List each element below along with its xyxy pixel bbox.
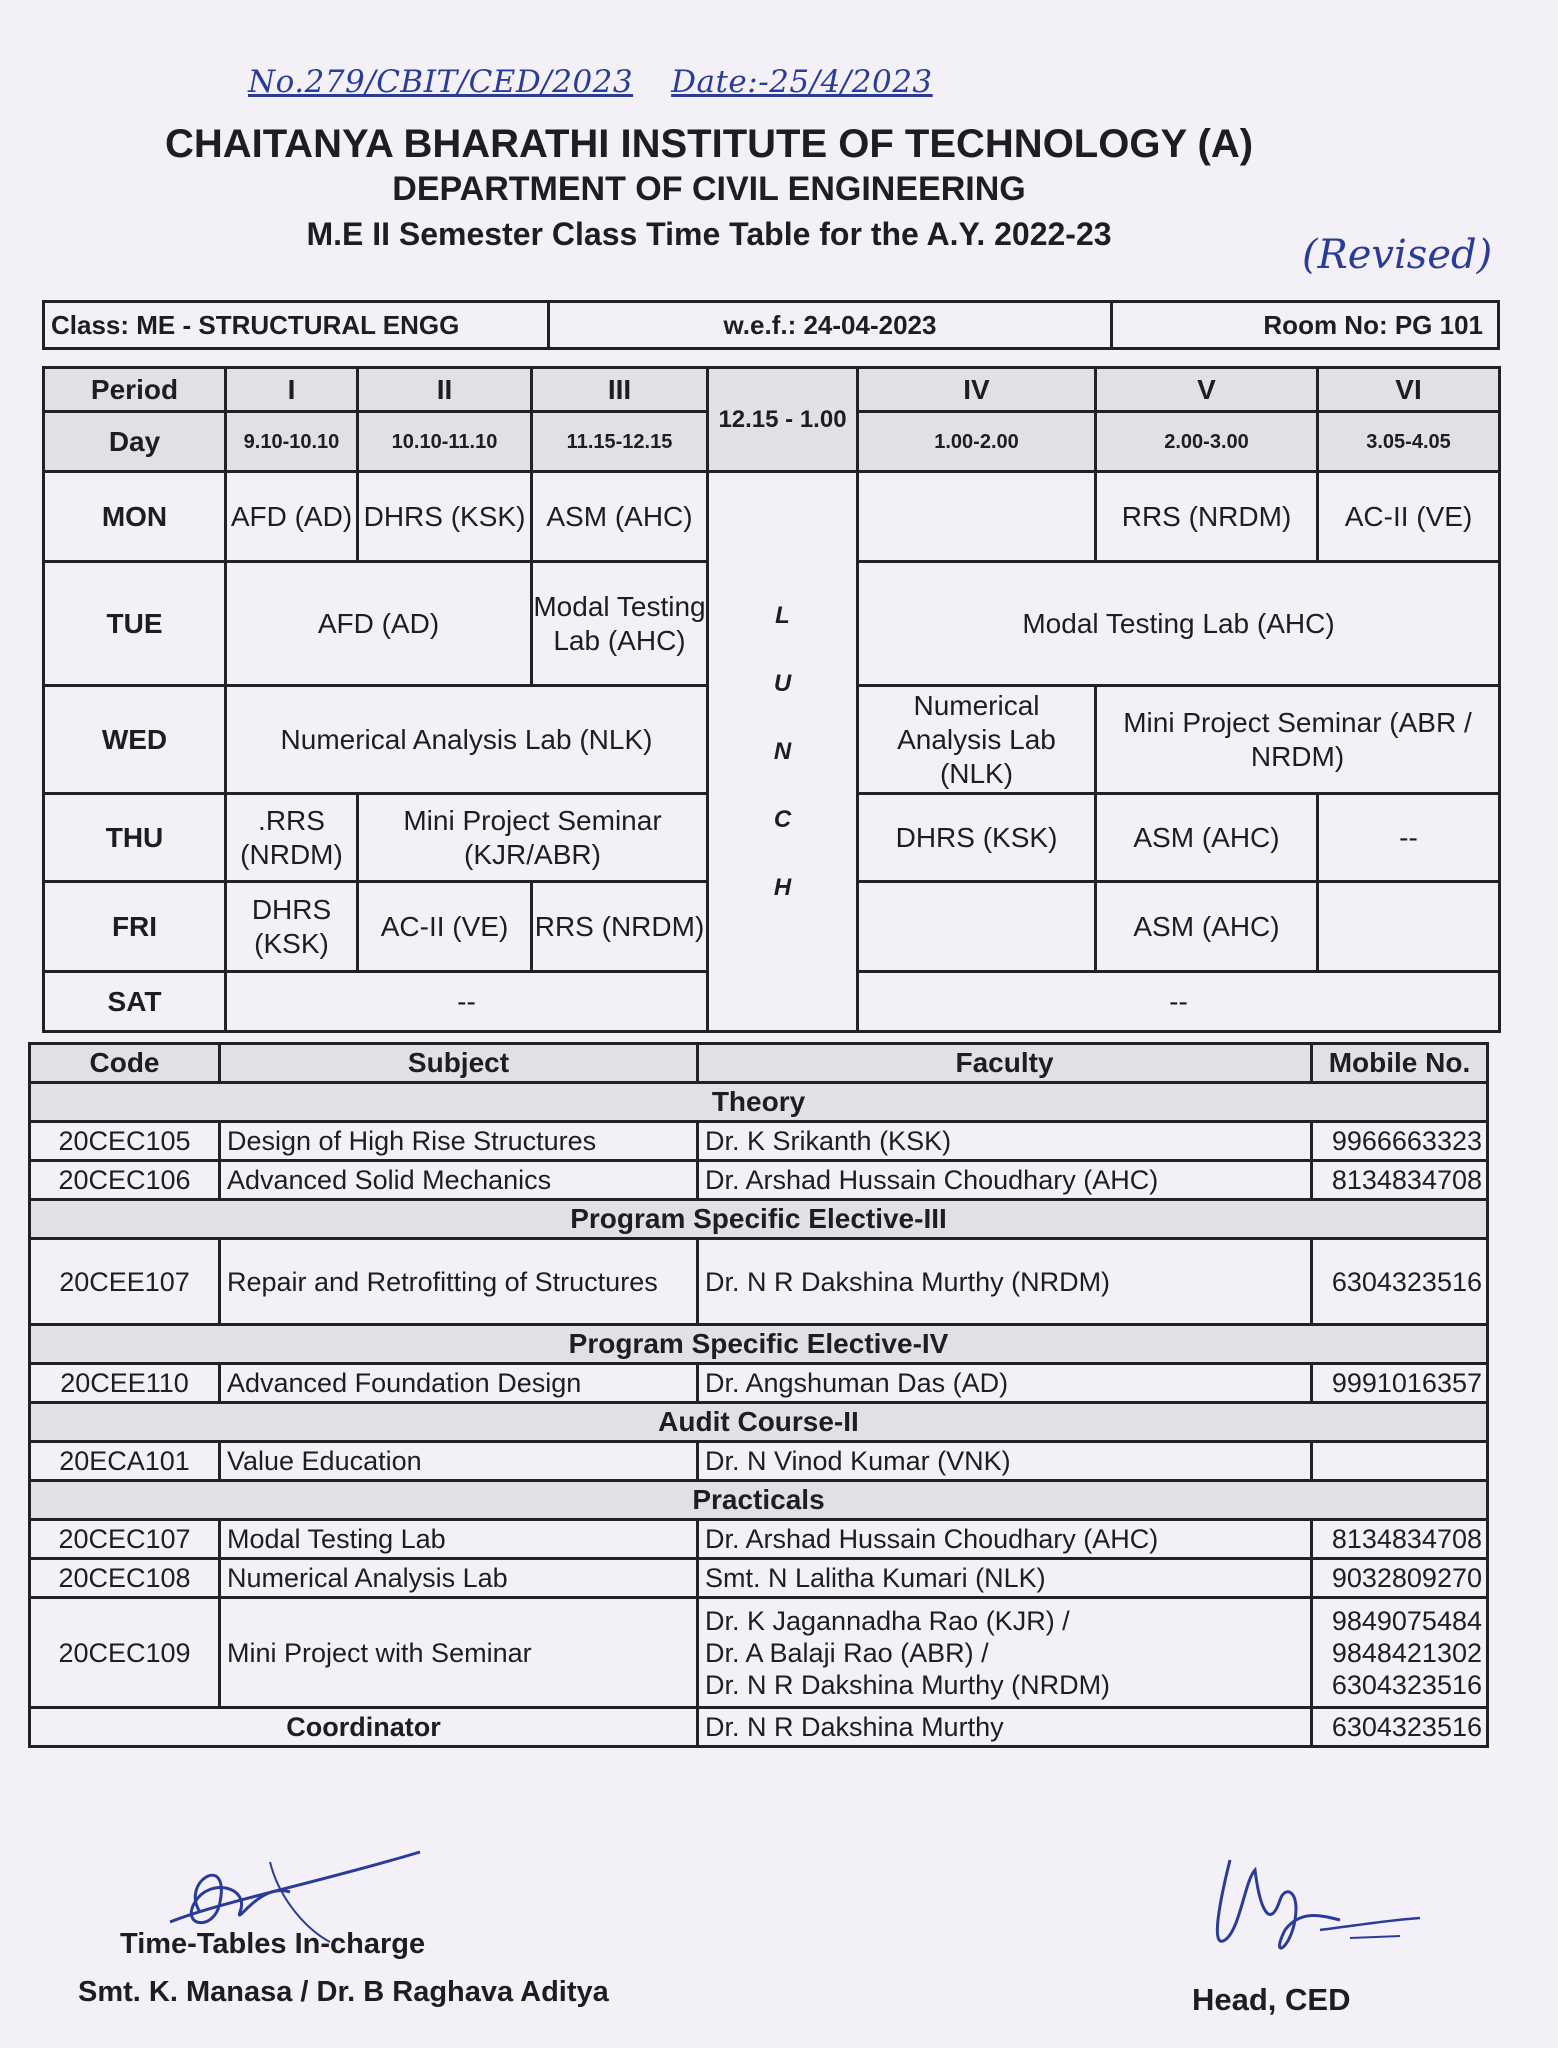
subject-code: 20CEE110 — [30, 1364, 220, 1403]
tue-p456: Modal Testing Lab (AHC) — [858, 562, 1500, 686]
subject-name: Advanced Solid Mechanics — [220, 1161, 698, 1200]
class-info-strip — [42, 300, 1500, 350]
wed-p4: Numerical Analysis Lab (NLK) — [858, 686, 1096, 794]
reference-line — [248, 64, 933, 100]
period-5: V — [1096, 368, 1318, 412]
code-header: Code — [30, 1044, 220, 1083]
day-header: Day — [44, 412, 226, 472]
fri-p2: AC-II (VE) — [358, 882, 532, 972]
time-3: 11.15-12.15 — [532, 412, 708, 472]
subject-name: Modal Testing Lab — [220, 1520, 698, 1559]
mobile-header: Mobile No. — [1312, 1044, 1488, 1083]
time-2: 10.10-11.10 — [358, 412, 532, 472]
mon-p6: AC-II (VE) — [1318, 472, 1500, 562]
thu-p4: DHRS (KSK) — [858, 794, 1096, 882]
faculty-name: Dr. Arshad Hussain Choudhary (AHC) — [698, 1161, 1312, 1200]
time-4: 1.00-2.00 — [858, 412, 1096, 472]
sat-afternoon: -- — [858, 972, 1500, 1032]
subject-header: Subject — [220, 1044, 698, 1083]
fri-p5: ASM (AHC) — [1096, 882, 1318, 972]
mobile-number: 9849075484 — [1331, 1605, 1482, 1636]
wed-p123: Numerical Analysis Lab (NLK) — [226, 686, 708, 794]
period-3: III — [532, 368, 708, 412]
sat-morning: -- — [226, 972, 708, 1032]
fri-p4 — [858, 882, 1096, 972]
timetable — [42, 366, 1501, 1033]
lunch-letter: N — [773, 737, 792, 765]
signature-right — [1200, 1840, 1440, 1970]
time-1: 9.10-10.10 — [226, 412, 358, 472]
lunch-letter: H — [773, 873, 792, 901]
timetable-incharge-title: Time-Tables In-charge — [120, 1928, 426, 1960]
wef-label: w.e.f.: 24-04-2023 — [549, 302, 1112, 349]
subject-name: Advanced Foundation Design — [220, 1364, 698, 1403]
thu-p23: Mini Project Seminar (KJR/ABR) — [358, 794, 708, 882]
faculty-name: Dr. A Balaji Rao (ABR) / — [705, 1637, 989, 1668]
faculty-name: Dr. N R Dakshina Murthy (NRDM) — [705, 1669, 1111, 1700]
lunch-time: 12.15 - 1.00 — [708, 368, 858, 472]
department-name: DEPARTMENT OF CIVIL ENGINEERING — [392, 170, 1026, 208]
reference-number: No.279/CBIT/CED/2023 — [248, 64, 634, 100]
mon-p4 — [858, 472, 1096, 562]
period-2: II — [358, 368, 532, 412]
section-pse4: Program Specific Elective-IV — [30, 1325, 1488, 1364]
day-fri: FRI — [44, 882, 226, 972]
mon-p5: RRS (NRDM) — [1096, 472, 1318, 562]
lunch-letter: L — [775, 601, 790, 629]
lunch-letter: U — [773, 669, 792, 697]
day-tue: TUE — [44, 562, 226, 686]
subject-code: 20CEE107 — [30, 1239, 220, 1325]
subject-name: Design of High Rise Structures — [220, 1122, 698, 1161]
mobile-number: 9991016357 — [1312, 1364, 1488, 1403]
head-ced-title: Head, CED — [1192, 1982, 1351, 2017]
subject-name: Repair and Retrofitting of Structures — [220, 1239, 698, 1325]
faculty-name: Dr. K Jagannadha Rao (KJR) / — [705, 1605, 1070, 1636]
section-audit: Audit Course-II — [30, 1403, 1488, 1442]
mon-p1: AFD (AD) — [226, 472, 358, 562]
mobile-number: 8134834708 — [1312, 1161, 1488, 1200]
faculty-header: Faculty — [698, 1044, 1312, 1083]
faculty-names — [698, 1598, 1312, 1708]
faculty-table — [28, 1042, 1489, 1748]
period-4: IV — [858, 368, 1096, 412]
thu-p6: -- — [1318, 794, 1500, 882]
mobile-number: 9032809270 — [1312, 1559, 1488, 1598]
fri-p1: DHRS (KSK) — [226, 882, 358, 972]
revised-note: (Revised) — [1302, 232, 1493, 278]
mobile-number: 8134834708 — [1312, 1520, 1488, 1559]
subject-code: 20CEC107 — [30, 1520, 220, 1559]
section-theory: Theory — [30, 1083, 1488, 1122]
subject-code: 20CEC109 — [30, 1598, 220, 1708]
wed-p56: Mini Project Seminar (ABR / NRDM) — [1096, 686, 1500, 794]
subject-name: Value Education — [220, 1442, 698, 1481]
subject-name: Mini Project with Seminar — [220, 1598, 698, 1708]
faculty-name: Dr. N R Dakshina Murthy (NRDM) — [698, 1239, 1312, 1325]
subject-name: Numerical Analysis Lab — [220, 1559, 698, 1598]
faculty-name: Dr. N Vinod Kumar (VNK) — [698, 1442, 1312, 1481]
day-wed: WED — [44, 686, 226, 794]
subject-code: 20CEC108 — [30, 1559, 220, 1598]
subject-code: 20ECA101 — [30, 1442, 220, 1481]
room-label: Room No: PG 101 — [1112, 302, 1499, 349]
fri-p3: RRS (NRDM) — [532, 882, 708, 972]
lunch-letter: C — [773, 805, 792, 833]
thu-p1: .RRS (NRDM) — [226, 794, 358, 882]
semester-title: M.E II Semester Class Time Table for the A.Y. 2022-23 — [306, 216, 1112, 252]
mobile-number: 9966663323 — [1312, 1122, 1488, 1161]
tue-p3: Modal Testing Lab (AHC) — [532, 562, 708, 686]
period-header: Period — [44, 368, 226, 412]
thu-p5: ASM (AHC) — [1096, 794, 1318, 882]
subject-code: 20CEC105 — [30, 1122, 220, 1161]
tue-p12: AFD (AD) — [226, 562, 532, 686]
section-pse3: Program Specific Elective-III — [30, 1200, 1488, 1239]
mobile-number: 9848421302 — [1331, 1637, 1482, 1668]
period-6: VI — [1318, 368, 1500, 412]
day-mon: MON — [44, 472, 226, 562]
mobile-number — [1312, 1442, 1488, 1481]
class-label: Class: ME - STRUCTURAL ENGG — [44, 302, 549, 349]
day-sat: SAT — [44, 972, 226, 1032]
faculty-name: Dr. K Srikanth (KSK) — [698, 1122, 1312, 1161]
faculty-name: Dr. Angshuman Das (AD) — [698, 1364, 1312, 1403]
time-5: 2.00-3.00 — [1096, 412, 1318, 472]
mobile-number: 6304323516 — [1312, 1239, 1488, 1325]
time-6: 3.05-4.05 — [1318, 412, 1500, 472]
mobile-number: 6304323516 — [1331, 1669, 1482, 1700]
reference-date: Date:-25/4/2023 — [671, 64, 933, 100]
institute-name: CHAITANYA BHARATHI INSTITUTE OF TECHNOLOGY (A) — [164, 122, 1254, 166]
lunch-column — [708, 472, 858, 1032]
day-thu: THU — [44, 794, 226, 882]
faculty-name: Smt. N Lalitha Kumari (NLK) — [698, 1559, 1312, 1598]
subject-code: 20CEC106 — [30, 1161, 220, 1200]
mobile-numbers — [1312, 1598, 1488, 1708]
faculty-name: Dr. Arshad Hussain Choudhary (AHC) — [698, 1520, 1312, 1559]
fri-p6 — [1318, 882, 1500, 972]
mon-p3: ASM (AHC) — [532, 472, 708, 562]
coordinator-mobile: 6304323516 — [1312, 1708, 1488, 1747]
coordinator-name: Dr. N R Dakshina Murthy — [698, 1708, 1312, 1747]
coordinator-label: Coordinator — [30, 1708, 698, 1747]
period-1: I — [226, 368, 358, 412]
section-practicals: Practicals — [30, 1481, 1488, 1520]
mon-p2: DHRS (KSK) — [358, 472, 532, 562]
timetable-incharge-names: Smt. K. Manasa / Dr. B Raghava Aditya — [78, 1976, 609, 2008]
